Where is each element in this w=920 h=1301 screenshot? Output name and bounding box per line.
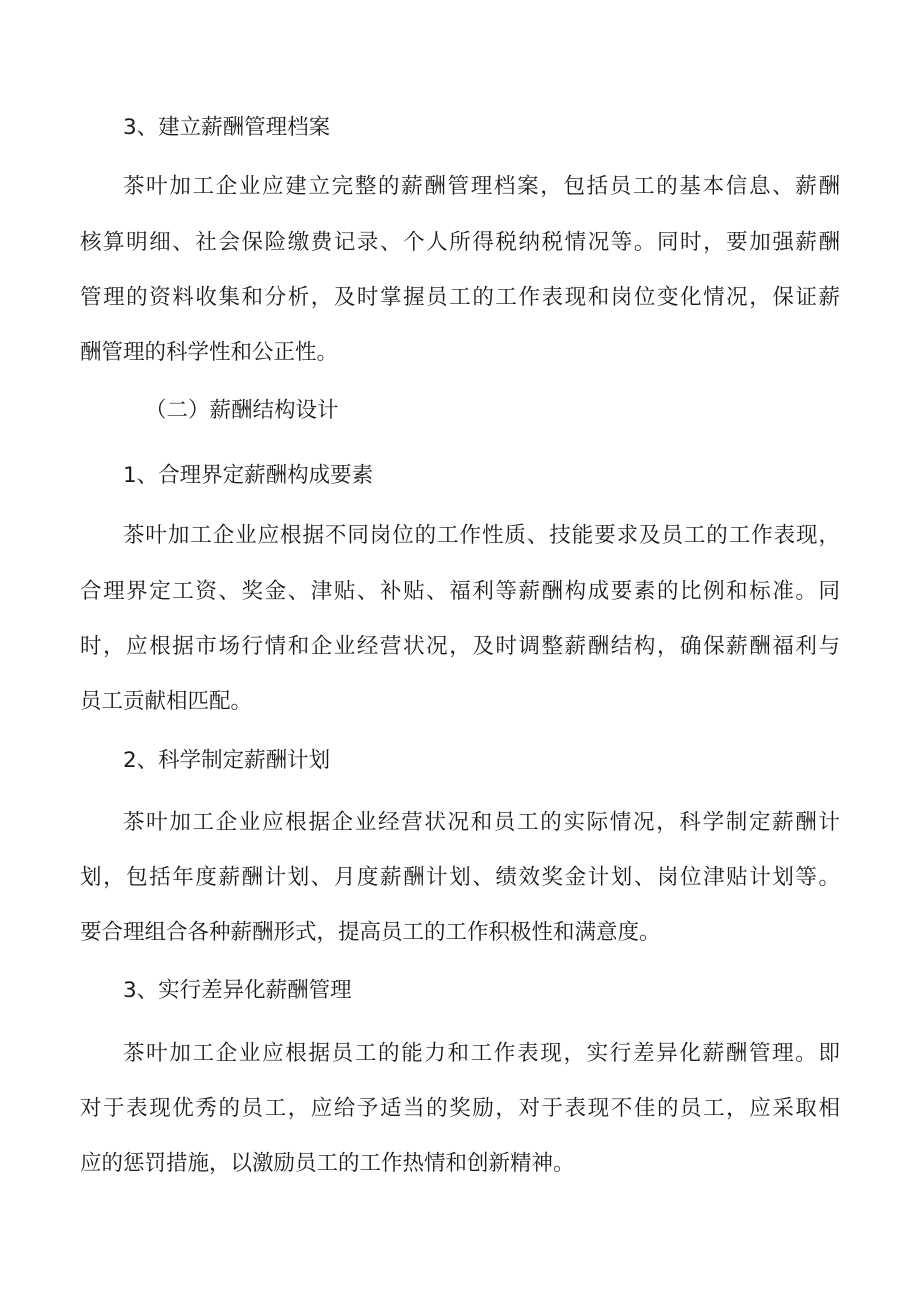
paragraph-archive-line-1: 茶叶加工企业应建立完整的薪酬管理档案，包括员工的基本信息、薪酬 bbox=[123, 174, 840, 199]
paragraph-elements-line-2: 合理界定工资、奖金、津贴、补贴、福利等薪酬构成要素的比例和标准。同 bbox=[80, 579, 840, 604]
heading-differentiated: 3、实行差异化薪酬管理 bbox=[123, 978, 352, 1003]
paragraph-differentiated-line-1: 茶叶加工企业应根据员工的能力和工作表现，实行差异化薪酬管理。即 bbox=[123, 1041, 840, 1066]
paragraph-elements-line-1: 茶叶加工企业应根据不同岗位的工作性质、技能要求及员工的工作表现， bbox=[123, 523, 840, 548]
paragraph-archive-line-4: 酬管理的科学性和公正性。 bbox=[80, 340, 339, 365]
paragraph-archive-line-3: 管理的资料收集和分析，及时掌握员工的工作表现和岗位变化情况，保证薪 bbox=[80, 285, 840, 310]
paragraph-plan-line-3: 要合理组合各种薪酬形式，提高员工的工作积极性和满意度。 bbox=[80, 920, 661, 945]
section-heading-structure: （二）薪酬结构设计 bbox=[145, 398, 339, 423]
paragraph-plan-line-2: 划，包括年度薪酬计划、月度薪酬计划、绩效奖金计划、岗位津贴计划等。 bbox=[80, 865, 840, 890]
heading-elements: 1、合理界定薪酬构成要素 bbox=[123, 463, 374, 488]
paragraph-elements-line-4: 员工贡献相匹配。 bbox=[80, 689, 253, 714]
paragraph-archive-line-2: 核算明细、社会保险缴费记录、个人所得税纳税情况等。同时，要加强薪酬 bbox=[80, 230, 840, 255]
heading-plan: 2、科学制定薪酬计划 bbox=[123, 748, 331, 773]
paragraph-plan-line-1: 茶叶加工企业应根据企业经营状况和员工的实际情况，科学制定薪酬计 bbox=[123, 810, 840, 835]
paragraph-differentiated-line-3: 应的惩罚措施，以激励员工的工作热情和创新精神。 bbox=[80, 1151, 575, 1176]
paragraph-differentiated-line-2: 对于表现优秀的员工，应给予适当的奖励，对于表现不佳的员工，应采取相 bbox=[80, 1096, 840, 1121]
paragraph-elements-line-3: 时，应根据市场行情和企业经营状况，及时调整薪酬结构，确保薪酬福利与 bbox=[80, 634, 840, 659]
heading-archive: 3、建立薪酬管理档案 bbox=[123, 115, 331, 140]
